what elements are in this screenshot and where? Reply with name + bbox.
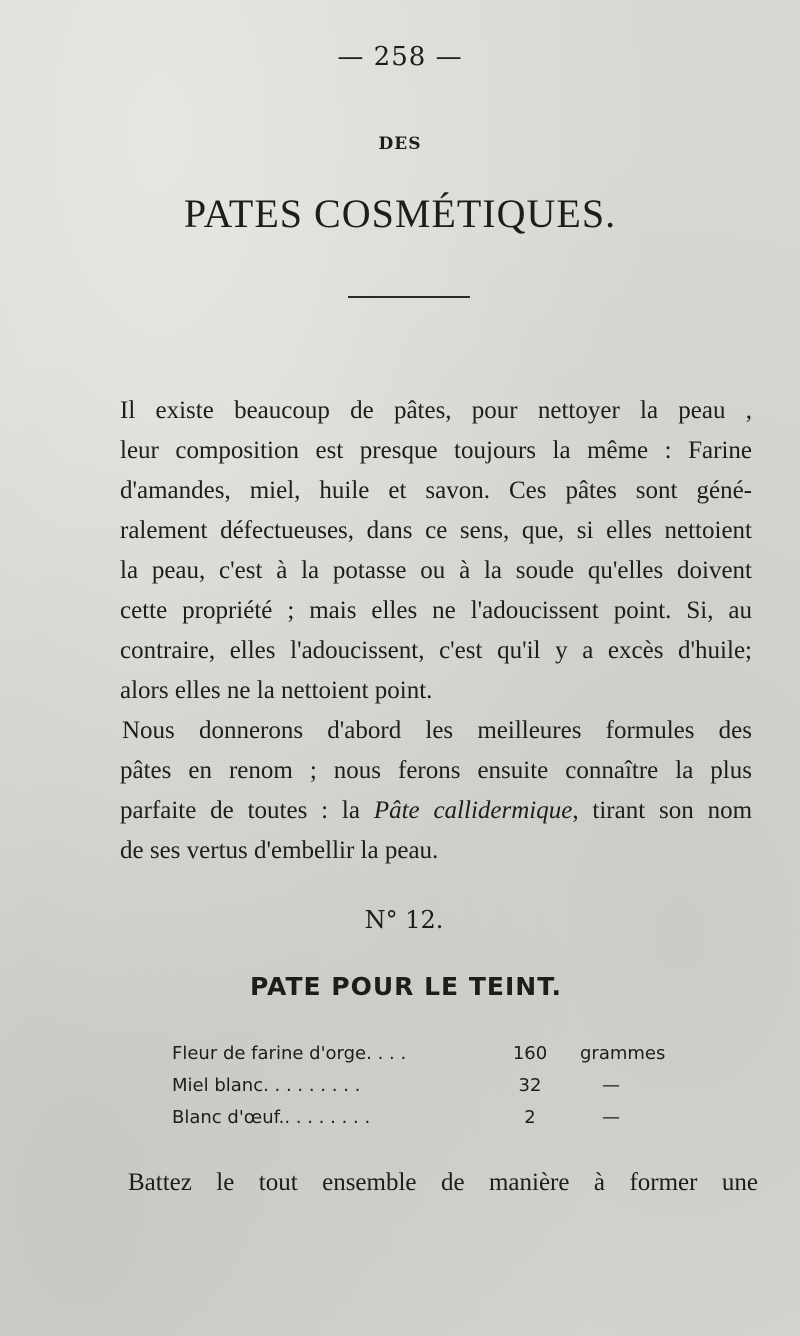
paragraph-line: la peau, c'est à la potasse ou à la soude qu'elles doivent (120, 557, 752, 584)
paragraph-line (120, 796, 752, 826)
ingredient-unit: — (602, 1075, 620, 1096)
ingredient-name: Miel blanc. . . . . . . . . (172, 1075, 361, 1096)
closing-line: Battez le tout ensemble de manière à former une (128, 1169, 758, 1196)
line-text: , tirant son nom (572, 797, 753, 824)
chapter-title: PATES COSMÉTIQUES. (183, 191, 617, 236)
paragraph-line: pâtes en renom ; nous ferons ensuite connaître la plus (120, 757, 752, 784)
italic-title: Pâte callidermique (373, 797, 573, 824)
paragraph-line: Il existe beaucoup de pâtes, pour nettoyer la peau , (120, 397, 752, 424)
page-number: — 258 — (337, 42, 463, 72)
ingredient-row (172, 1106, 642, 1130)
line-text: parfaite de toutes : la (120, 797, 374, 824)
ingredient-row (172, 1042, 666, 1066)
paragraph-line: ralement défectueuses, dans ce sens, que, si elles nettoient (120, 517, 752, 544)
paragraph-line: d'amandes, miel, huile et savon. Ces pâtes sont géné- (120, 477, 752, 504)
paragraph-line: contraire, elles l'adoucissent, c'est qu'il y a excès d'huile; (120, 637, 752, 664)
paragraph-line: cette propriété ; mais elles ne l'adoucissent point. Si, au (120, 597, 752, 624)
ingredient-quantity: 2 (524, 1107, 536, 1128)
ingredient-name: Blanc d'œuf.. . . . . . . . (172, 1107, 371, 1128)
paragraph-line: Nous donnerons d'abord les meilleures formules des (122, 717, 752, 744)
recipe-title: PATE POUR LE TEINT. (250, 972, 562, 1001)
ingredient-name: Fleur de farine d'orge. . . . (172, 1043, 407, 1064)
paragraph-line: de ses vertus d'embellir la peau. (120, 837, 439, 864)
title-rule (348, 296, 470, 298)
ingredient-row (172, 1074, 642, 1098)
ingredient-quantity: 32 (518, 1075, 542, 1096)
paragraph-line: alors elles ne la nettoient point. (120, 677, 433, 704)
recipe-number: N° 12. (364, 906, 444, 934)
ingredient-quantity: 160 (512, 1043, 548, 1064)
ingredient-unit: grammes (580, 1043, 666, 1064)
section-kicker: DES (378, 134, 422, 154)
ingredient-unit: — (602, 1107, 620, 1128)
paragraph-line: leur composition est presque toujours la même : Farine (120, 437, 752, 464)
